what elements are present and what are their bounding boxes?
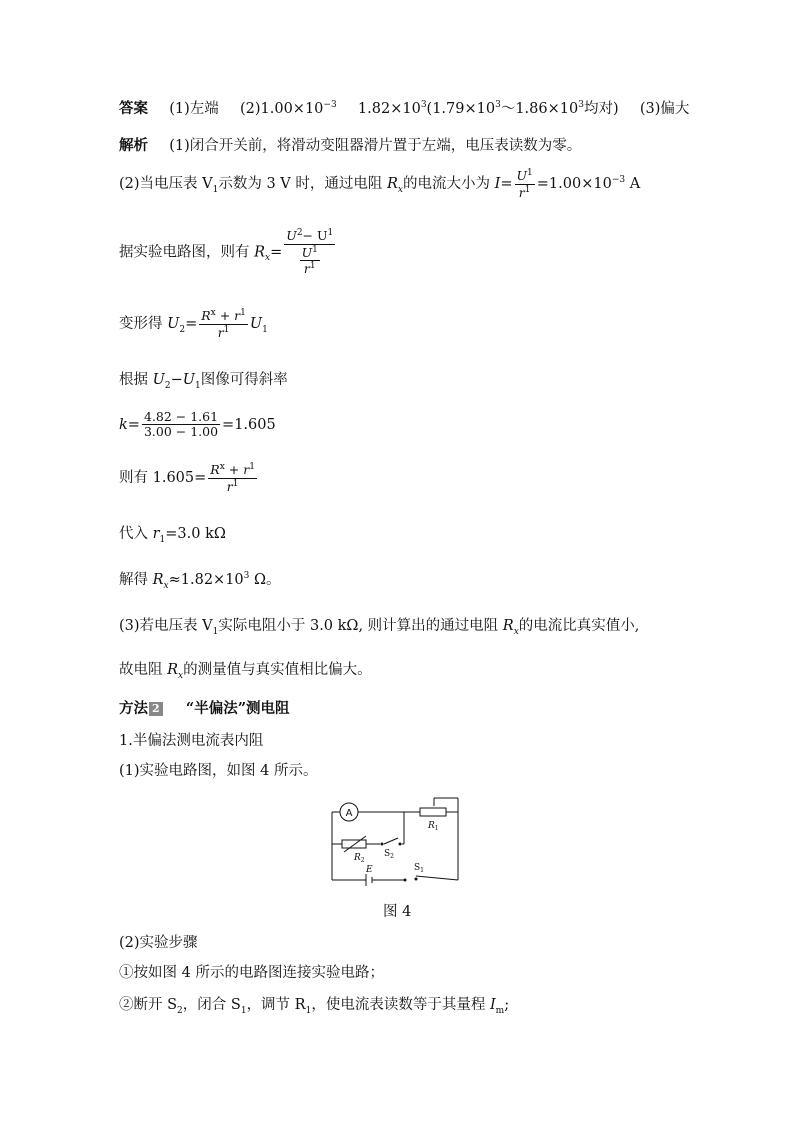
current-fraction: $\frac{U^1}{r^1}$	[516, 168, 533, 200]
answer-line	[119, 97, 689, 118]
method-label: 方法	[119, 700, 148, 717]
switch-s1-contact-icon	[415, 878, 418, 881]
s2-label: $S_2$	[384, 849, 394, 860]
method-paragraph-2: (2)实验步骤	[119, 935, 198, 951]
answer-part1: (1)左端	[169, 101, 219, 117]
switch-s2-contact-icon	[381, 843, 384, 846]
transform-fraction: $\frac{R^x + r^1}{r^1}$	[201, 308, 246, 340]
analysis-line-1	[119, 134, 581, 155]
analysis-text-1: (1)闭合开关前，将滑动变阻器滑片置于左端，电压表读数为零。	[169, 138, 582, 154]
analysis-line-11: 故电阻 $R_x$的测量值与真实值相比偏大。	[119, 662, 372, 681]
answer-part2-resistance: $1.82\times 10^3(1.79\times 10^3\sim 1.86\times 10^3$均对)	[357, 100, 619, 117]
analysis-line-5: 根据 $U_2-U_1$图像可得斜率	[119, 372, 288, 391]
slope-fraction: $\frac{4.82 - 1.61}{3.00 - 1.00}$	[143, 409, 219, 440]
analysis-line-4: 变形得 $U_2=$ $\frac{R^x + r^1}{r^1}$ $U_1$	[119, 308, 268, 340]
rx-fraction: $\frac{U^2- U^1}{\frac{U^1}{r^1}}$	[286, 228, 334, 277]
analysis-label: 解析	[119, 137, 148, 154]
analysis-line-8: 代入 $r_1=3.0$ kΩ	[119, 526, 226, 545]
section-heading-1: 1.半偏法测电流表内阻	[119, 733, 264, 749]
answer-part3: (3)偏大	[639, 101, 690, 117]
method-title: “半偏法”测电阻	[185, 700, 290, 717]
ammeter-label: A	[345, 808, 353, 819]
analysis-line-3: 据实验电路图，则有 $R_x=$ $\frac{U^2- U^1}{\frac{U^1}{r^1}}$	[119, 228, 334, 277]
analysis-line-2: (2)当电压表 $V_1$示数为 3 V 时，通过电阻 $R_x$的电流大小为 I= $\frac{U^1}{r^1}$ $=1.00\times 10^{-3}$ A	[119, 168, 641, 200]
figure-caption: 图 4	[383, 904, 412, 920]
r1-label: $R_1$	[428, 821, 439, 832]
step-1: ①按如图 4 所示的电路图连接实验电路；	[119, 965, 384, 981]
switch-s2-contact-icon	[399, 843, 402, 846]
method-paragraph-1: (1)实验电路图，如图 4 所示。	[119, 763, 318, 779]
equation-fraction: $\frac{R^x + r^1}{r^1}$	[210, 462, 255, 494]
e-label: E	[366, 865, 373, 875]
s1-label: $S_1$	[414, 863, 424, 874]
method-heading	[119, 697, 290, 718]
method-number-badge: 2	[149, 702, 163, 716]
r2-label: $R_2$	[354, 853, 365, 864]
answer-part2-current: $(2)1.00\times 10^{-3}$	[239, 100, 337, 117]
analysis-line-6: k= $\frac{4.82 - 1.61}{3.00 - 1.00}$ =1.605	[119, 409, 276, 440]
analysis-line-7: 则有 1.605= $\frac{R^x + r^1}{r^1}$	[119, 462, 255, 494]
answer-label: 答案	[119, 100, 148, 117]
circuit-diagram	[328, 788, 464, 888]
step-2: ②断开 $S_2$，闭合 $S_1$，调节 $R_1$，使电流表读数等于其量程 $I_m$;	[119, 997, 510, 1016]
switch-s1-contact-icon	[404, 879, 407, 882]
analysis-line-10: (3)若电压表 $V_1$实际电阻小于 3.0 kΩ, 则计算出的通过电阻 $R_x$的电流比真实值小,	[119, 618, 640, 637]
analysis-line-9: 解得 $R_x\approx 1.82\times 10^3$ Ω。	[119, 571, 281, 591]
